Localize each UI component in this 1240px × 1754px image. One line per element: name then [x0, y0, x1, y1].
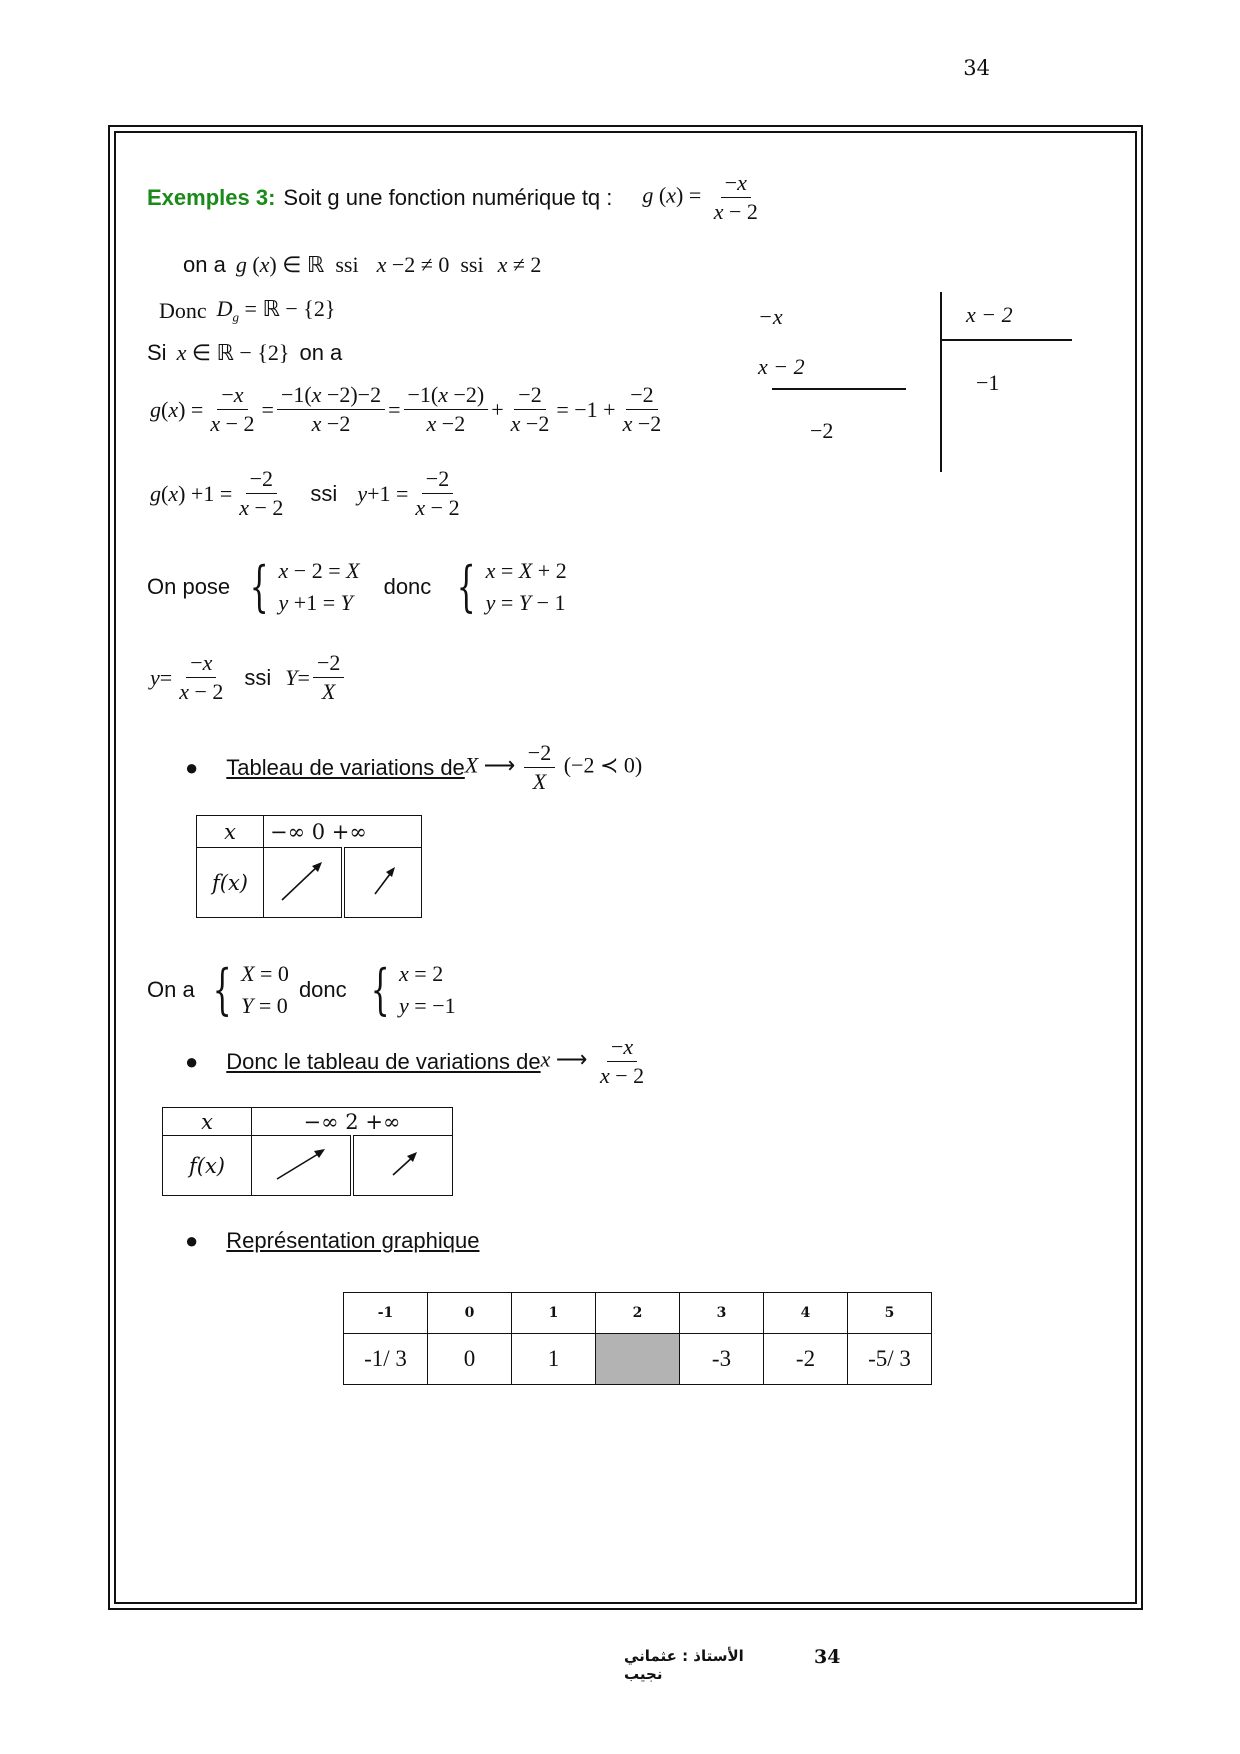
bullet-1-text: Tableau de variations de: [226, 754, 465, 780]
shifted-equation: g ( x ) +1 = $\frac{-2}{x - 2}$ ssi y +1 = $\frac{-2}{x - 2}$: [150, 466, 460, 520]
values-y-cell: -1/ 3: [344, 1334, 428, 1385]
vt2-x-header: x: [163, 1108, 252, 1136]
values-x-cell: -1: [344, 1293, 428, 1334]
values-x-cell: 3: [680, 1293, 764, 1334]
vt2-fx-header: f(x): [163, 1136, 252, 1196]
vt2-range: −∞ 2 +∞: [252, 1108, 453, 1136]
division-dividend: −x: [758, 304, 783, 329]
division-remainder: −2: [810, 418, 834, 443]
values-x-cell: 0: [428, 1293, 512, 1334]
vt2-arrow-left: [252, 1136, 353, 1196]
vt1-x-header: x: [197, 816, 264, 848]
values-x-cell: 5: [848, 1293, 932, 1334]
bullet-3-text: Représentation graphique: [226, 1228, 480, 1253]
values-x-cell: 2: [596, 1293, 680, 1334]
text-on-a: on a: [183, 252, 226, 277]
footer-author: الأستاذ : عثماني نجيب: [624, 1647, 744, 1683]
values-y-cell: -2: [764, 1334, 848, 1385]
variation-table-1: [196, 815, 422, 918]
text-donc-2: donc: [298, 977, 347, 1002]
si-line: Si x ∈ ℝ − {2} on a: [147, 340, 343, 365]
division-vertical-bar: [940, 292, 942, 472]
vt1-arrow-right: [343, 848, 422, 918]
text-donc-1: donc: [383, 574, 432, 599]
equivalence-equation: y = $\frac{-x}{x - 2}$ ssi Y = $\frac{-2}{X}$: [150, 650, 347, 705]
text-si: Si: [147, 340, 167, 365]
increasing-arrow-icon: [375, 1139, 431, 1189]
values-x-cell: 1: [512, 1293, 596, 1334]
values-y-cell: 1: [512, 1334, 596, 1385]
text-on-a-2: on a: [299, 340, 343, 365]
asymptote-intersection: On a { X = 0 Y = 0 donc { x = 2 y = −1: [147, 958, 456, 1021]
division-divisor: x − 2: [966, 302, 1013, 327]
vt2-arrow-right: [352, 1136, 453, 1196]
division-subtract-line: [772, 388, 906, 390]
function-definition: g (x) = $\frac{-x}{x - 2}$: [642, 170, 758, 224]
change-of-variable: On pose { x − 2 = X y +1 = Y donc { x = X + 2 y = Y − 1: [147, 555, 567, 618]
bullet-variations-x: ● Donc le tableau de variations de x ⟶ $\frac{-x}{x - 2}$: [185, 1034, 645, 1088]
values-table: [343, 1292, 932, 1385]
values-y-cell: -3: [680, 1334, 764, 1385]
division-subtrahend: x − 2: [758, 354, 805, 379]
example-intro: Soit g une fonction numérique tq :: [283, 184, 613, 210]
vt1-range: −∞ 0 +∞: [264, 816, 422, 848]
bullet-dot: ●: [185, 1048, 199, 1074]
values-y-cell: 0: [428, 1334, 512, 1385]
text-ssi-2: ssi: [460, 252, 484, 277]
values-y-cell: -5/ 3: [848, 1334, 932, 1385]
bullet-graph: [185, 1228, 479, 1254]
domain-condition: on a g (x) ∈ ℝ ssi x −2 ≠ 0 ssi x ≠ 2: [183, 252, 542, 277]
bullet-2-text: Donc le tableau de variations de: [226, 1048, 541, 1074]
bullet-variations-X: ● Tableau de variations de X ⟶ $\frac{-2}{X}$ (−2 ≺ 0): [185, 740, 643, 794]
values-x-cell: 4: [764, 1293, 848, 1334]
text-ssi-3: ssi: [310, 480, 338, 506]
text-on-pose: On pose: [147, 574, 231, 599]
text-ssi-4: ssi: [244, 664, 272, 690]
text-donc-math: Donc: [159, 297, 207, 323]
variation-table-2: [162, 1107, 453, 1196]
decomposition-equation: g ( x ) = $\frac{-x}{x - 2}$ = $\frac{-1(x -2)-2}{x -2}$ = $\frac{-1(x -2)}{x -2}$ + $\frac{-2}{x -2}$ = −1 + $\frac{-2}{x -2}$: [150, 382, 662, 436]
page-number-top: 34: [963, 56, 990, 80]
increasing-arrow-icon: [273, 1139, 329, 1189]
example-label: Exemples 3:: [147, 184, 276, 210]
vt1-fx-header: f(x): [197, 848, 264, 918]
domain-result: Donc $D_g$ = ℝ − {2}: [159, 296, 336, 325]
bullet-dot: ●: [185, 754, 199, 780]
footer-page-number: 34: [814, 1646, 841, 1668]
vt1-arrow-left: [264, 848, 343, 918]
increasing-arrow-icon: [355, 856, 411, 906]
text-ssi-1: ssi: [335, 252, 359, 277]
values-y-cell-undefined: [596, 1334, 680, 1385]
bullet-dot: ●: [185, 1228, 199, 1253]
division-quotient: −1: [976, 370, 1000, 395]
division-divisor-underline: [940, 339, 1072, 341]
text-on-a-3: On a: [147, 977, 195, 1002]
increasing-arrow-icon: [274, 856, 330, 906]
